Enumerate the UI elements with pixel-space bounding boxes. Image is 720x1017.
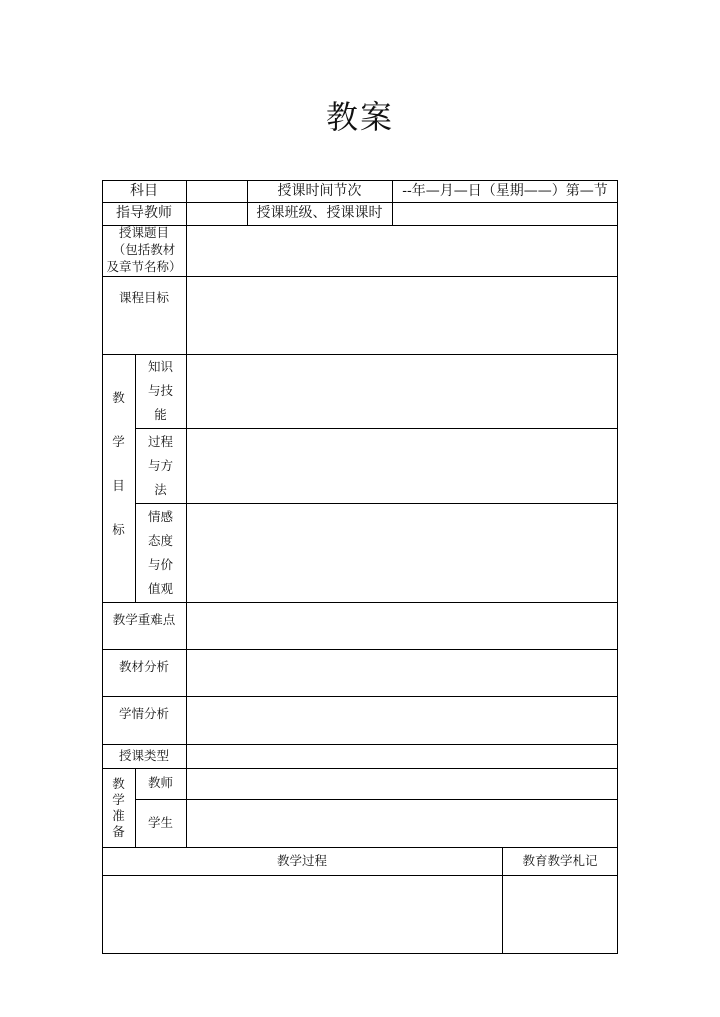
knowledge-line: 与技 xyxy=(147,383,173,398)
knowledge-line: 能 xyxy=(154,407,167,422)
material-analysis-field[interactable] xyxy=(187,649,618,696)
knowledge-field[interactable] xyxy=(187,354,618,428)
prep-student-label: 学生 xyxy=(147,814,173,830)
prep-student-field[interactable] xyxy=(187,799,618,847)
time-value[interactable]: --年—月—日（星期——）第—节 xyxy=(402,182,608,199)
prep-teacher-label: 教师 xyxy=(147,775,173,791)
course-goal-field[interactable] xyxy=(187,276,618,354)
emotion-line: 值观 xyxy=(147,580,173,596)
emotion-label xyxy=(135,503,186,602)
emotion-line: 情感 xyxy=(147,508,173,524)
time-label: 授课时间节次 xyxy=(277,182,362,199)
emotion-line: 态度 xyxy=(147,532,173,548)
lesson-plan-table xyxy=(102,180,618,954)
lesson-type-label: 授课类型 xyxy=(118,747,169,763)
process-line: 法 xyxy=(154,481,167,497)
process-method-label xyxy=(135,428,186,503)
teaching-notes-label: 教育教学札记 xyxy=(522,852,598,868)
student-analysis-label: 学情分析 xyxy=(118,706,169,721)
class-field[interactable] xyxy=(392,202,618,225)
emotion-field[interactable] xyxy=(187,503,618,602)
emotion-line: 与价 xyxy=(147,556,173,572)
knowledge-label xyxy=(135,354,186,428)
teaching-notes-field[interactable] xyxy=(503,875,617,953)
subject-label: 科目 xyxy=(130,182,158,199)
key-points-field[interactable] xyxy=(187,602,618,649)
knowledge-line: 知识 xyxy=(147,359,173,374)
prep-char: 准 xyxy=(112,807,125,823)
prep-char: 备 xyxy=(112,823,125,839)
teacher-field[interactable] xyxy=(187,202,247,225)
topic-field[interactable] xyxy=(187,225,618,276)
prep-char: 教 xyxy=(112,775,125,791)
teaching-process-field[interactable] xyxy=(102,875,502,953)
process-line: 过程 xyxy=(147,433,173,449)
process-method-field[interactable] xyxy=(187,428,618,503)
prep-char: 学 xyxy=(112,791,125,807)
teaching-goal-char: 标 xyxy=(112,521,125,537)
course-goal-label: 课程目标 xyxy=(118,290,169,305)
material-analysis-label: 教材分析 xyxy=(118,659,169,674)
teaching-goal-char: 学 xyxy=(112,433,125,449)
teaching-goal-label xyxy=(102,354,135,602)
class-label: 授课班级、授课课时 xyxy=(256,205,383,222)
lesson-type-field[interactable] xyxy=(187,744,618,768)
student-analysis-field[interactable] xyxy=(187,696,618,744)
teaching-prep-label xyxy=(102,768,135,847)
prep-teacher-field[interactable] xyxy=(187,768,618,799)
subject-field[interactable] xyxy=(187,180,247,202)
teaching-goal-char: 教 xyxy=(112,389,125,405)
teacher-label: 指导教师 xyxy=(116,205,172,222)
topic-label: 授课题目 （包括教材 及章节名称） xyxy=(106,225,182,274)
process-line: 与方 xyxy=(147,457,173,473)
page-title: 教案 xyxy=(325,98,394,136)
teaching-goal-char: 目 xyxy=(112,477,125,493)
key-points-label: 教学重难点 xyxy=(112,612,176,627)
teaching-process-label: 教学过程 xyxy=(276,852,327,868)
